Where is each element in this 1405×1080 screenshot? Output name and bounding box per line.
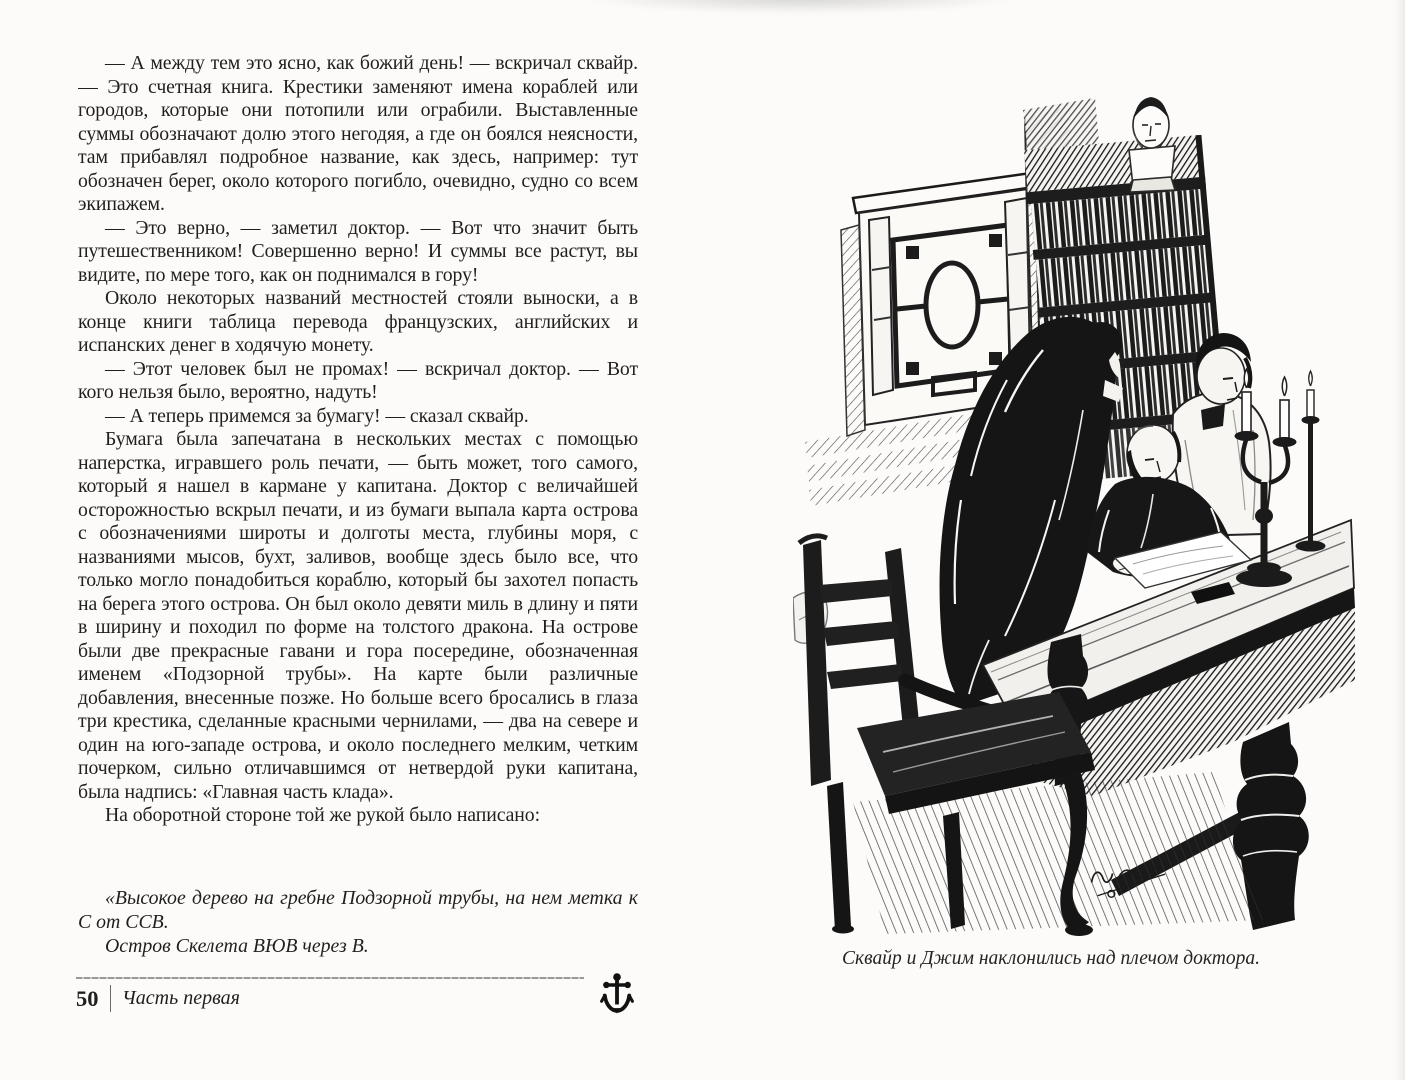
anchor-icon (600, 972, 634, 1014)
verse-line: «Высокое дерево на гребне Подзорной трубы, на нем метка к С от ССВ. (78, 887, 638, 933)
illustration-caption: Сквайр и Джим наклонились над плечом доктора. (842, 948, 1260, 969)
illustration (793, 80, 1387, 940)
page-number: 50 (76, 985, 99, 1011)
text-column (78, 52, 638, 884)
page-footer (76, 985, 240, 1012)
paragraph: — Это верно, — заметил доктор. — Вот что значит быть путешественником! Совершенно верно! И суммы все растут, вы видите, по мере того, как он поднимался в гору! (78, 216, 638, 286)
scan-gutter-shadow (580, 0, 1020, 14)
paragraph: На оборотной стороне той же рукой было написано: (105, 804, 540, 826)
section-title: Часть первая (122, 987, 240, 1009)
paragraph: Бумага была запечатана в нескольких местах с помощью наперстка, игравшего роль печати, — быть может, того самого, который я нашел в кармане у капитана. Доктор с величайшей осторожностью вскрыл печати, и из бумаги выпала карта острова с обозначениями широты и долготы места, глубины моря, с названиями мысов, бухт, заливов, вообще здесь было все, что только могло понадобиться кораблю, который бы захотел попасть на берега этого острова. Он был около девяти миль в длину и пяти в ширину и походил по форме на толстого дракона. На острове были две прекрасные гавани и гора посередине, обозначенная именем «Подзорной трубы». На карте были различные добавления, внесенные позже. Но больше всего бросались в глаза три крестика, сделанные красными чернилами, — два на севере и один на юго-западе острова, и около последнего мелким, четким почерком, сильно отличавшимся от нетвердой руки капитана, была надпись: «Главная часть клада». (78, 428, 638, 803)
footer-divider (110, 985, 112, 1012)
paragraph: Около некоторых названий местностей стояли выноски, а в конце книги таблица перевода французских, английских и испанских денег в ходячую монету. (78, 287, 638, 356)
paragraph: — Этот человек был не промах! — вскричал доктор. — Вот кого нельзя было, вероятно, надуть! (78, 357, 638, 403)
paragraph: — А теперь примемся за бумагу! — сказал сквайр. (105, 404, 529, 427)
footer-rule (76, 977, 584, 979)
page-edge-shade (1395, 0, 1405, 1080)
verse-line: Остров Скелета ВЮВ через В. (105, 935, 369, 957)
treasure-note-verse (78, 886, 638, 958)
paragraph: — А между тем это ясно, как божий день! — вскричал сквайр. — Это счетная книга. Крестики заменяют имена кораблей или городов, которые они потопили или ограбили. Выставленные суммы обозначают долю этого негодяя, а где он боялся неясности, там прибавлял подробное название, как здесь, например: тут обозначен берег, около которого погибло, очевидно, судно со всем экипажем. (78, 52, 638, 215)
